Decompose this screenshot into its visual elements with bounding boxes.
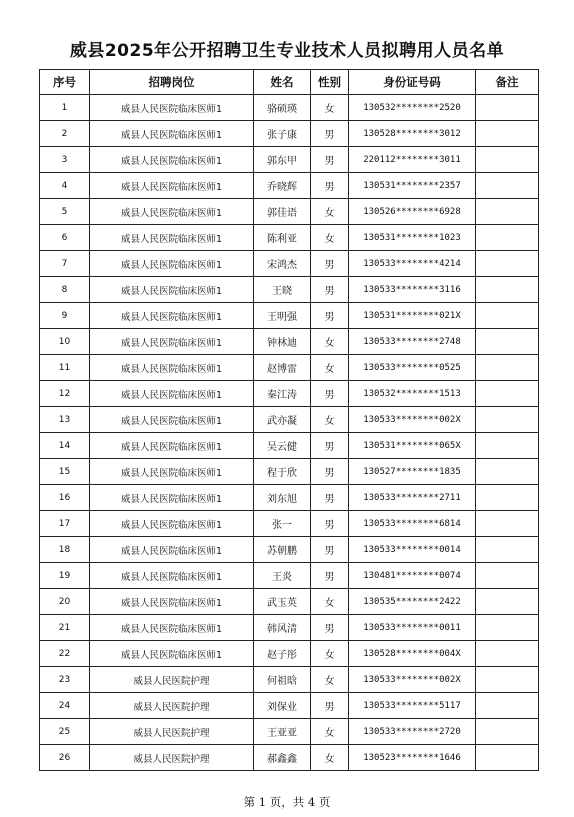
name-cell: 宋鸿杰 xyxy=(254,251,311,277)
gender-cell: 女 xyxy=(311,719,349,745)
seq-cell: 3 xyxy=(40,147,90,173)
table-row xyxy=(40,563,539,589)
position-cell: 威县人民医院临床医师1 xyxy=(90,407,254,433)
column-header-id-number: 身份证号码 xyxy=(349,70,476,95)
position-cell: 威县人民医院临床医师1 xyxy=(90,147,254,173)
name-cell: 张子康 xyxy=(254,121,311,147)
position-cell: 威县人民医院临床医师1 xyxy=(90,173,254,199)
id-number-cell: 130533********0525 xyxy=(349,355,476,381)
id-number-cell: 130535********2422 xyxy=(349,589,476,615)
name-cell: 郝鑫鑫 xyxy=(254,745,311,771)
seq-cell: 23 xyxy=(40,667,90,693)
id-number-cell: 130481********0074 xyxy=(349,563,476,589)
remarks-cell xyxy=(476,693,539,719)
table-row xyxy=(40,225,539,251)
gender-cell: 女 xyxy=(311,589,349,615)
name-cell: 刘东旭 xyxy=(254,485,311,511)
name-cell: 秦江涛 xyxy=(254,381,311,407)
name-cell: 骆硕瑛 xyxy=(254,95,311,121)
table-row xyxy=(40,511,539,537)
column-header-gender: 性别 xyxy=(311,70,349,95)
gender-cell: 男 xyxy=(311,563,349,589)
name-cell: 何祖晗 xyxy=(254,667,311,693)
table-row xyxy=(40,381,539,407)
id-number-cell: 130533********2720 xyxy=(349,719,476,745)
table-row xyxy=(40,121,539,147)
table-row xyxy=(40,485,539,511)
seq-cell: 7 xyxy=(40,251,90,277)
remarks-cell xyxy=(476,173,539,199)
id-number-cell: 130533********2711 xyxy=(349,485,476,511)
seq-cell: 10 xyxy=(40,329,90,355)
position-cell: 威县人民医院临床医师1 xyxy=(90,277,254,303)
table-row xyxy=(40,589,539,615)
table-row xyxy=(40,719,539,745)
name-cell: 武玉英 xyxy=(254,589,311,615)
id-number-cell: 130531********1023 xyxy=(349,225,476,251)
table-row xyxy=(40,615,539,641)
position-cell: 威县人民医院临床医师1 xyxy=(90,641,254,667)
position-cell: 威县人民医院护理 xyxy=(90,745,254,771)
gender-cell: 男 xyxy=(311,381,349,407)
remarks-cell xyxy=(476,199,539,225)
gender-cell: 女 xyxy=(311,225,349,251)
name-cell: 王炎 xyxy=(254,563,311,589)
table-row xyxy=(40,173,539,199)
name-cell: 苏朝鹏 xyxy=(254,537,311,563)
name-cell: 吴云健 xyxy=(254,433,311,459)
table-row xyxy=(40,329,539,355)
remarks-cell xyxy=(476,641,539,667)
seq-cell: 4 xyxy=(40,173,90,199)
table-row xyxy=(40,147,539,173)
table-row xyxy=(40,303,539,329)
position-cell: 威县人民医院临床医师1 xyxy=(90,303,254,329)
gender-cell: 男 xyxy=(311,147,349,173)
name-cell: 张一 xyxy=(254,511,311,537)
table-row xyxy=(40,407,539,433)
remarks-cell xyxy=(476,251,539,277)
name-cell: 赵博雷 xyxy=(254,355,311,381)
seq-cell: 20 xyxy=(40,589,90,615)
page-footer: 第 1 页，共 4 页 xyxy=(243,795,331,809)
table-row xyxy=(40,745,539,771)
position-cell: 威县人民医院临床医师1 xyxy=(90,537,254,563)
gender-cell: 男 xyxy=(311,251,349,277)
gender-cell: 男 xyxy=(311,485,349,511)
position-cell: 威县人民医院临床医师1 xyxy=(90,355,254,381)
position-cell: 威县人民医院临床医师1 xyxy=(90,615,254,641)
position-cell: 威县人民医院临床医师1 xyxy=(90,485,254,511)
seq-cell: 8 xyxy=(40,277,90,303)
position-cell: 威县人民医院临床医师1 xyxy=(90,459,254,485)
remarks-cell xyxy=(476,667,539,693)
remarks-cell xyxy=(476,381,539,407)
gender-cell: 女 xyxy=(311,641,349,667)
gender-cell: 女 xyxy=(311,745,349,771)
table-row xyxy=(40,251,539,277)
seq-cell: 5 xyxy=(40,199,90,225)
table-header-row xyxy=(40,70,539,95)
position-cell: 威县人民医院护理 xyxy=(90,667,254,693)
gender-cell: 女 xyxy=(311,667,349,693)
name-cell: 王亚亚 xyxy=(254,719,311,745)
name-cell: 韩风清 xyxy=(254,615,311,641)
name-cell: 刘保业 xyxy=(254,693,311,719)
id-number-cell: 130531********065X xyxy=(349,433,476,459)
id-number-cell: 130533********2748 xyxy=(349,329,476,355)
position-cell: 威县人民医院临床医师1 xyxy=(90,199,254,225)
gender-cell: 女 xyxy=(311,355,349,381)
table-row xyxy=(40,667,539,693)
seq-cell: 22 xyxy=(40,641,90,667)
table-row xyxy=(40,459,539,485)
seq-cell: 17 xyxy=(40,511,90,537)
gender-cell: 女 xyxy=(311,329,349,355)
remarks-cell xyxy=(476,615,539,641)
table-row xyxy=(40,95,539,121)
gender-cell: 女 xyxy=(311,95,349,121)
position-cell: 威县人民医院临床医师1 xyxy=(90,329,254,355)
table-row xyxy=(40,355,539,381)
seq-cell: 12 xyxy=(40,381,90,407)
id-number-cell: 220112********3011 xyxy=(349,147,476,173)
id-number-cell: 130533********0011 xyxy=(349,615,476,641)
id-number-cell: 130533********002X xyxy=(349,667,476,693)
column-header-name: 姓名 xyxy=(254,70,311,95)
remarks-cell xyxy=(476,303,539,329)
table-body xyxy=(40,95,539,771)
id-number-cell: 130527********1835 xyxy=(349,459,476,485)
remarks-cell xyxy=(476,407,539,433)
table-row xyxy=(40,277,539,303)
id-number-cell: 130528********3012 xyxy=(349,121,476,147)
seq-cell: 21 xyxy=(40,615,90,641)
document-title: 威县2025年公开招聘卫生专业技术人员拟聘用人员名单 xyxy=(69,41,505,61)
hiring-list-table xyxy=(39,69,539,771)
id-number-cell: 130533********3116 xyxy=(349,277,476,303)
table-row xyxy=(40,199,539,225)
name-cell: 赵子彤 xyxy=(254,641,311,667)
gender-cell: 男 xyxy=(311,121,349,147)
id-number-cell: 130533********4214 xyxy=(349,251,476,277)
remarks-cell xyxy=(476,277,539,303)
gender-cell: 男 xyxy=(311,433,349,459)
remarks-cell xyxy=(476,459,539,485)
table-row xyxy=(40,641,539,667)
name-cell: 郭东甲 xyxy=(254,147,311,173)
gender-cell: 男 xyxy=(311,693,349,719)
remarks-cell xyxy=(476,121,539,147)
remarks-cell xyxy=(476,329,539,355)
seq-cell: 25 xyxy=(40,719,90,745)
id-number-cell: 130531********2357 xyxy=(349,173,476,199)
id-number-cell: 130533********0014 xyxy=(349,537,476,563)
seq-cell: 11 xyxy=(40,355,90,381)
remarks-cell xyxy=(476,225,539,251)
remarks-cell xyxy=(476,511,539,537)
seq-cell: 9 xyxy=(40,303,90,329)
seq-cell: 15 xyxy=(40,459,90,485)
id-number-cell: 130531********021X xyxy=(349,303,476,329)
gender-cell: 男 xyxy=(311,277,349,303)
position-cell: 威县人民医院临床医师1 xyxy=(90,589,254,615)
id-number-cell: 130533********5117 xyxy=(349,693,476,719)
gender-cell: 男 xyxy=(311,459,349,485)
id-number-cell: 130526********6928 xyxy=(349,199,476,225)
name-cell: 武亦凝 xyxy=(254,407,311,433)
seq-cell: 16 xyxy=(40,485,90,511)
remarks-cell xyxy=(476,563,539,589)
remarks-cell xyxy=(476,589,539,615)
remarks-cell xyxy=(476,95,539,121)
seq-cell: 24 xyxy=(40,693,90,719)
position-cell: 威县人民医院护理 xyxy=(90,693,254,719)
remarks-cell xyxy=(476,537,539,563)
seq-cell: 1 xyxy=(40,95,90,121)
name-cell: 乔晓辉 xyxy=(254,173,311,199)
position-cell: 威县人民医院临床医师1 xyxy=(90,381,254,407)
position-cell: 威县人民医院临床医师1 xyxy=(90,251,254,277)
gender-cell: 男 xyxy=(311,615,349,641)
position-cell: 威县人民医院临床医师1 xyxy=(90,563,254,589)
column-header-remarks: 备注 xyxy=(476,70,539,95)
position-cell: 威县人民医院临床医师1 xyxy=(90,121,254,147)
remarks-cell xyxy=(476,719,539,745)
seq-cell: 14 xyxy=(40,433,90,459)
remarks-cell xyxy=(476,745,539,771)
table-row xyxy=(40,433,539,459)
table-row xyxy=(40,537,539,563)
name-cell: 王明强 xyxy=(254,303,311,329)
seq-cell: 2 xyxy=(40,121,90,147)
remarks-cell xyxy=(476,433,539,459)
name-cell: 钟林迪 xyxy=(254,329,311,355)
gender-cell: 女 xyxy=(311,407,349,433)
id-number-cell: 130533********002X xyxy=(349,407,476,433)
table-row xyxy=(40,693,539,719)
seq-cell: 19 xyxy=(40,563,90,589)
gender-cell: 女 xyxy=(311,199,349,225)
gender-cell: 男 xyxy=(311,303,349,329)
position-cell: 威县人民医院临床医师1 xyxy=(90,511,254,537)
name-cell: 程于欣 xyxy=(254,459,311,485)
name-cell: 郭佳语 xyxy=(254,199,311,225)
position-cell: 威县人民医院临床医师1 xyxy=(90,95,254,121)
name-cell: 王晓 xyxy=(254,277,311,303)
column-header-position: 招聘岗位 xyxy=(90,70,254,95)
id-number-cell: 130533********6814 xyxy=(349,511,476,537)
id-number-cell: 130532********2520 xyxy=(349,95,476,121)
seq-cell: 6 xyxy=(40,225,90,251)
id-number-cell: 130532********1513 xyxy=(349,381,476,407)
remarks-cell xyxy=(476,485,539,511)
column-header-seq: 序号 xyxy=(40,70,90,95)
remarks-cell xyxy=(476,355,539,381)
name-cell: 陈利亚 xyxy=(254,225,311,251)
gender-cell: 男 xyxy=(311,537,349,563)
position-cell: 威县人民医院临床医师1 xyxy=(90,433,254,459)
seq-cell: 18 xyxy=(40,537,90,563)
position-cell: 威县人民医院护理 xyxy=(90,719,254,745)
remarks-cell xyxy=(476,147,539,173)
gender-cell: 男 xyxy=(311,173,349,199)
id-number-cell: 130523********1646 xyxy=(349,745,476,771)
seq-cell: 13 xyxy=(40,407,90,433)
position-cell: 威县人民医院临床医师1 xyxy=(90,225,254,251)
id-number-cell: 130528********004X xyxy=(349,641,476,667)
gender-cell: 男 xyxy=(311,511,349,537)
seq-cell: 26 xyxy=(40,745,90,771)
